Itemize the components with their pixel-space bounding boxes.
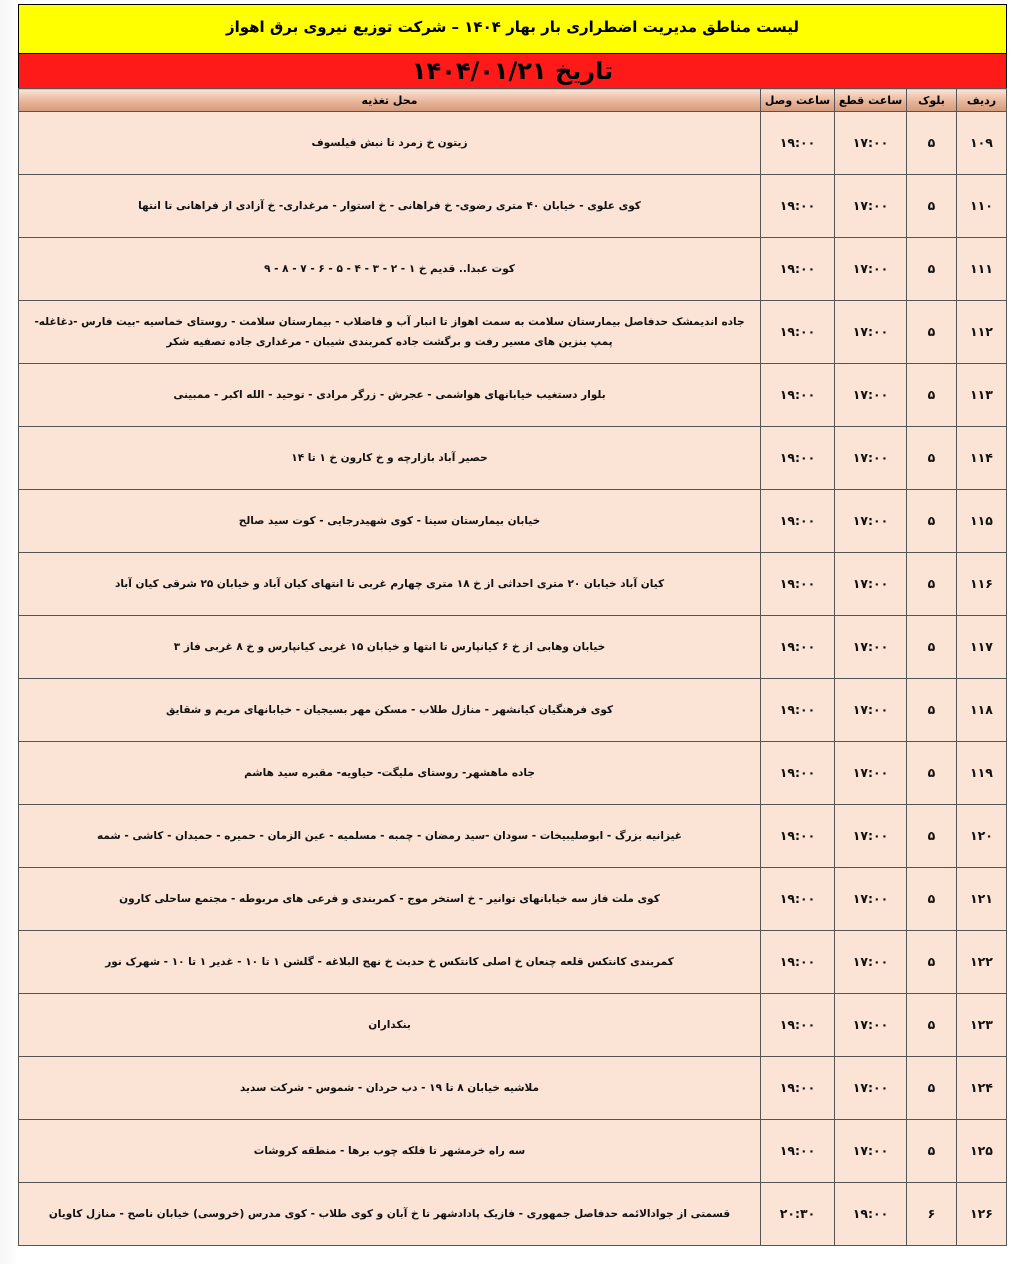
date-label: تاریخ ۱۴۰۴/۰۱/۲۱ xyxy=(411,57,614,85)
cell-row-number: ۱۱۱ xyxy=(957,238,1007,301)
cell-connect-time: ۱۹:۰۰ xyxy=(761,553,835,616)
cell-location: غیزانیه بزرگ - ابوصلیبیخات - سودان -سید رمضان - چمبه - مسلمیه - عین الزمان - حمیره - حمیدان - کاشی - شمه xyxy=(19,805,761,868)
cell-connect-time: ۱۹:۰۰ xyxy=(761,931,835,994)
cell-location: خیابان وهابی از خ ۶ کیانپارس تا انتها و خیابان ۱۵ غربی کیانپارس و خ ۸ غربی فاز ۳ xyxy=(19,616,761,679)
cell-cut-time: ۱۷:۰۰ xyxy=(835,868,907,931)
cell-block: ۶ xyxy=(907,1183,957,1246)
table-row xyxy=(19,994,1007,1057)
cell-cut-time: ۱۷:۰۰ xyxy=(835,805,907,868)
cell-location: سه راه خرمشهر تا فلکه چوب برها - منطقه کروشات xyxy=(19,1120,761,1183)
cell-cut-time: ۱۷:۰۰ xyxy=(835,931,907,994)
cell-block: ۵ xyxy=(907,742,957,805)
cell-row-number: ۱۲۰ xyxy=(957,805,1007,868)
cell-cut-time: ۱۷:۰۰ xyxy=(835,238,907,301)
cell-cut-time: ۱۹:۰۰ xyxy=(835,1183,907,1246)
table-row xyxy=(19,112,1007,175)
cell-cut-time: ۱۷:۰۰ xyxy=(835,112,907,175)
cell-row-number: ۱۲۲ xyxy=(957,931,1007,994)
cell-row-number: ۱۲۳ xyxy=(957,994,1007,1057)
cell-connect-time: ۱۹:۰۰ xyxy=(761,238,835,301)
table-row xyxy=(19,679,1007,742)
cell-block: ۵ xyxy=(907,616,957,679)
cell-location: قسمتی از جوادالائمه حدفاصل جمهوری - فازیک پادادشهر تا خ آبان و کوی طلاب - کوی مدرس (خروسی) خیابان ناصح - منازل کاویان xyxy=(19,1183,761,1246)
cell-cut-time: ۱۷:۰۰ xyxy=(835,427,907,490)
table-row xyxy=(19,364,1007,427)
cell-location: کوی علوی - خیابان ۴۰ متری رضوی- خ فراهانی - خ استوار - مرغداری- خ آزادی از فراهانی تا انتها xyxy=(19,175,761,238)
cell-cut-time: ۱۷:۰۰ xyxy=(835,994,907,1057)
table-row xyxy=(19,805,1007,868)
cell-connect-time: ۱۹:۰۰ xyxy=(761,805,835,868)
cell-connect-time: ۱۹:۰۰ xyxy=(761,175,835,238)
cell-location: کوی ملت فاز سه خیابانهای توانیر - خ استخر موج - کمربندی و فرعی های مربوطه - مجتمع ساحلی کارون xyxy=(19,868,761,931)
cell-location: کوی فرهنگیان کیانشهر - منازل طلاب - مسکن مهر بسیجیان - خیابانهای مریم و شقایق xyxy=(19,679,761,742)
cell-row-number: ۱۱۳ xyxy=(957,364,1007,427)
cell-location: حصیر آباد بازارچه و خ کارون خ ۱ تا ۱۴ xyxy=(19,427,761,490)
cell-cut-time: ۱۷:۰۰ xyxy=(835,301,907,364)
table-row xyxy=(19,616,1007,679)
table-row xyxy=(19,301,1007,364)
cell-row-number: ۱۱۴ xyxy=(957,427,1007,490)
cell-block: ۵ xyxy=(907,364,957,427)
cell-row-number: ۱۱۸ xyxy=(957,679,1007,742)
cell-location: ملاشیه خیابان ۸ تا ۱۹ - دب حردان - شموس - شرکت سدید xyxy=(19,1057,761,1120)
cell-connect-time: ۱۹:۰۰ xyxy=(761,742,835,805)
cell-block: ۵ xyxy=(907,1120,957,1183)
table-row xyxy=(19,238,1007,301)
cell-block: ۵ xyxy=(907,490,957,553)
schedule-table xyxy=(18,88,1007,1246)
cell-cut-time: ۱۷:۰۰ xyxy=(835,742,907,805)
cell-connect-time: ۱۹:۰۰ xyxy=(761,427,835,490)
header-row-number: ردیف xyxy=(957,89,1007,112)
cell-connect-time: ۱۹:۰۰ xyxy=(761,364,835,427)
page-title: لیست مناطق مدیریت اضطراری بار بهار ۱۴۰۴ – شرکت توزیع نیروی برق اهواز xyxy=(225,18,800,36)
cell-row-number: ۱۲۵ xyxy=(957,1120,1007,1183)
cell-connect-time: ۱۹:۰۰ xyxy=(761,1120,835,1183)
cell-row-number: ۱۱۹ xyxy=(957,742,1007,805)
cell-connect-time: ۱۹:۰۰ xyxy=(761,679,835,742)
cell-cut-time: ۱۷:۰۰ xyxy=(835,175,907,238)
cell-location: بنکداران xyxy=(19,994,761,1057)
table-row xyxy=(19,1183,1007,1246)
cell-connect-time: ۱۹:۰۰ xyxy=(761,301,835,364)
table-row xyxy=(19,553,1007,616)
cell-row-number: ۱۲۴ xyxy=(957,1057,1007,1120)
cell-location: خیابان بیمارستان سینا - کوی شهیدرجایی - کوت سید صالح xyxy=(19,490,761,553)
cell-block: ۵ xyxy=(907,805,957,868)
cell-location: جاده ماهشهر- روستای ملیگت- حیاویه- مقبره سید هاشم xyxy=(19,742,761,805)
cell-location: جاده اندیمشک حدفاصل بیمارستان سلامت به سمت اهواز تا انبار آب و فاضلاب - بیمارستان سلامت - روستای خماسیه -بیت فارس -دغاغله-پمپ بنزین های مسیر رفت و برگشت جاده کمربندی شیبان - مرغداری جاده تصفیه شکر xyxy=(19,301,761,364)
cell-block: ۵ xyxy=(907,679,957,742)
cell-location: کوت عبدا.. قدیم خ ۱ - ۲ - ۳ - ۴ - ۵ - ۶ - ۷ - ۸ - ۹ xyxy=(19,238,761,301)
header-block: بلوک xyxy=(907,89,957,112)
table-row xyxy=(19,490,1007,553)
cell-connect-time: ۲۰:۳۰ xyxy=(761,1183,835,1246)
cell-cut-time: ۱۷:۰۰ xyxy=(835,679,907,742)
cell-connect-time: ۱۹:۰۰ xyxy=(761,994,835,1057)
cell-connect-time: ۱۹:۰۰ xyxy=(761,112,835,175)
table-row xyxy=(19,1057,1007,1120)
cell-row-number: ۱۱۰ xyxy=(957,175,1007,238)
cell-row-number: ۱۱۷ xyxy=(957,616,1007,679)
cell-row-number: ۱۲۶ xyxy=(957,1183,1007,1246)
date-banner xyxy=(18,54,1007,88)
cell-location: کیان آباد خیابان ۲۰ متری احداثی از خ ۱۸ متری چهارم غربی تا انتهای کیان آباد و خیابان ۲۵ شرقی کیان آباد xyxy=(19,553,761,616)
cell-block: ۵ xyxy=(907,994,957,1057)
outage-schedule-page xyxy=(18,4,1007,1260)
cell-block: ۵ xyxy=(907,1057,957,1120)
cell-cut-time: ۱۷:۰۰ xyxy=(835,364,907,427)
cell-block: ۵ xyxy=(907,427,957,490)
cell-block: ۵ xyxy=(907,553,957,616)
cell-cut-time: ۱۷:۰۰ xyxy=(835,490,907,553)
table-row xyxy=(19,1120,1007,1183)
table-header-row xyxy=(19,89,1007,112)
table-row xyxy=(19,175,1007,238)
cell-block: ۵ xyxy=(907,175,957,238)
header-cut-time: ساعت قطع xyxy=(835,89,907,112)
title-banner xyxy=(18,4,1007,54)
cell-block: ۵ xyxy=(907,238,957,301)
cell-connect-time: ۱۹:۰۰ xyxy=(761,868,835,931)
cell-row-number: ۱۱۲ xyxy=(957,301,1007,364)
cell-row-number: ۱۱۵ xyxy=(957,490,1007,553)
table-row xyxy=(19,742,1007,805)
cell-connect-time: ۱۹:۰۰ xyxy=(761,490,835,553)
cell-cut-time: ۱۷:۰۰ xyxy=(835,616,907,679)
table-row xyxy=(19,931,1007,994)
cell-block: ۵ xyxy=(907,112,957,175)
cell-cut-time: ۱۷:۰۰ xyxy=(835,1120,907,1183)
cell-block: ۵ xyxy=(907,868,957,931)
table-row xyxy=(19,868,1007,931)
cell-connect-time: ۱۹:۰۰ xyxy=(761,616,835,679)
cell-row-number: ۱۱۶ xyxy=(957,553,1007,616)
page-edge-shadow xyxy=(0,0,18,1264)
cell-connect-time: ۱۹:۰۰ xyxy=(761,1057,835,1120)
table-row xyxy=(19,427,1007,490)
cell-location: بلوار دستغیب خیابانهای هواشمی - عجرش - زرگر مرادی - توحید - الله اکبر - ممبینی xyxy=(19,364,761,427)
cell-row-number: ۱۰۹ xyxy=(957,112,1007,175)
cell-cut-time: ۱۷:۰۰ xyxy=(835,553,907,616)
cell-cut-time: ۱۷:۰۰ xyxy=(835,1057,907,1120)
header-location: محل تغذیه xyxy=(19,89,761,112)
table-body xyxy=(19,112,1007,1246)
cell-block: ۵ xyxy=(907,931,957,994)
cell-block: ۵ xyxy=(907,301,957,364)
header-connect-time: ساعت وصل xyxy=(761,89,835,112)
cell-location: زیتون خ زمرد تا نبش فیلسوف xyxy=(19,112,761,175)
cell-row-number: ۱۲۱ xyxy=(957,868,1007,931)
cell-location: کمربندی کانتکس قلعه چنعان خ اصلی کانتکس خ حدیث خ نهج البلاغه - گلشن ۱ تا ۱۰ - غدیر ۱ تا ۱۰ - شهرک نور xyxy=(19,931,761,994)
